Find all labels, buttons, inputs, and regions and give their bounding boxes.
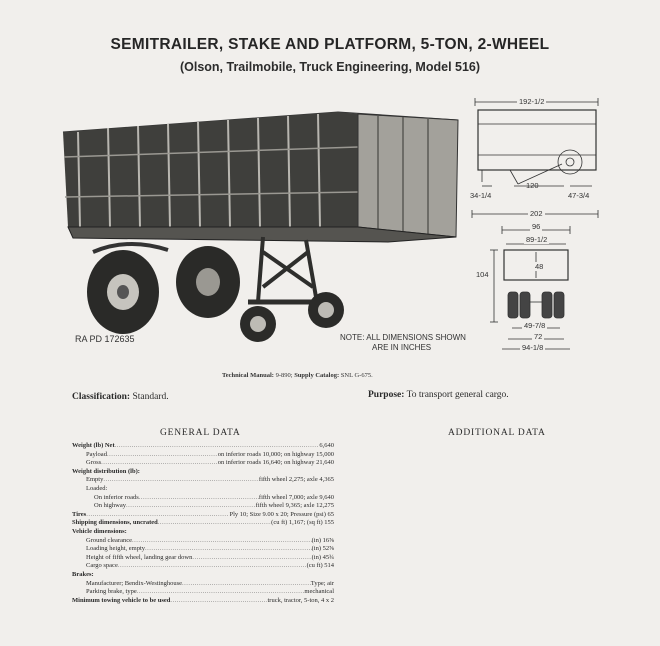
- tm-label: Technical Manual:: [222, 372, 274, 379]
- row-label: Minimum towing vehicle to be used: [72, 596, 171, 604]
- semitrailer-photo: [58, 102, 466, 352]
- row-value: Type; air: [310, 579, 334, 587]
- general-data-table: [72, 442, 334, 605]
- ra-pd-number: RA PD 172635: [75, 334, 135, 344]
- dim-front-overhang: 47-3/4: [568, 191, 590, 200]
- dim-tread-width: 72: [534, 332, 543, 341]
- general-data-row: [72, 451, 334, 460]
- row-label: Shipping dimensions, uncrated: [72, 519, 158, 527]
- general-data-row: [72, 562, 334, 571]
- row-label: Weight (lb) Net: [72, 442, 115, 449]
- dim-side-length: 192-1/2: [519, 97, 545, 106]
- purpose-value: To transport general cargo.: [406, 390, 509, 400]
- row-leader-dots: [139, 494, 259, 503]
- row-label: Height of fifth wheel, landing gear down: [86, 553, 193, 561]
- general-data-row: [72, 476, 334, 485]
- additional-data-heading: ADDITIONAL DATA: [448, 428, 546, 438]
- row-value: fifth wheel 7,000; axle 9,640: [258, 493, 334, 501]
- row-value: mechanical: [304, 588, 334, 596]
- row-value: 6,640: [319, 442, 334, 449]
- row-label: Vehicle dimensions:: [72, 527, 127, 535]
- row-label: Brakes:: [72, 570, 94, 578]
- row-leader-dots: [145, 545, 312, 554]
- row-leader-dots: [192, 554, 311, 563]
- classification-value: Standard.: [132, 392, 169, 402]
- row-value: on inferior roads 16,640; on highway 21,640: [217, 459, 334, 467]
- row-leader-dots: [137, 588, 305, 597]
- tm-value: 9-890;: [275, 372, 293, 379]
- dim-overall-height: 104: [476, 270, 489, 279]
- row-value: truck, tractor, 5-ton, 4 x 2: [267, 596, 334, 604]
- general-data-row: [72, 528, 334, 537]
- sc-label: Supply Catalog:: [294, 372, 340, 379]
- row-label: Weight distribution (lb):: [72, 467, 140, 475]
- classification-label: Classification:: [72, 392, 131, 402]
- general-data-row: [72, 468, 334, 477]
- dim-side-height: 48: [535, 262, 544, 271]
- row-label: Payload: [86, 450, 107, 458]
- row-value: (in) 45¾: [311, 553, 334, 561]
- general-data-row: [72, 459, 334, 468]
- row-leader-dots: [101, 459, 218, 468]
- general-data-row: [72, 442, 334, 451]
- row-value: (cu ft) 1,167; (sq ft) 155: [271, 519, 334, 527]
- general-data-row: [72, 502, 334, 511]
- general-data-heading: GENERAL DATA: [160, 428, 241, 438]
- dimension-note-line1: NOTE: ALL DIMENSIONS SHOWN: [340, 333, 466, 342]
- row-label: Empty: [86, 476, 104, 484]
- row-label: Gross: [86, 459, 102, 467]
- dim-overall-width: 94-1/8: [522, 343, 544, 352]
- dim-axle-to-fifth: 120: [526, 181, 539, 190]
- general-data-row: [72, 545, 334, 554]
- general-data-row: [72, 511, 334, 520]
- row-leader-dots: [118, 562, 307, 571]
- row-leader-dots: [103, 476, 259, 485]
- purpose: [368, 390, 509, 400]
- general-data-row: [72, 580, 334, 589]
- general-data-row: [72, 519, 334, 528]
- general-data-row: [72, 571, 334, 580]
- dim-overall-length: 202: [530, 209, 543, 218]
- row-label: On highway: [94, 502, 126, 510]
- row-value: Ply 10; Size 9.00 x 20; Pressure (psi) 65: [229, 510, 334, 518]
- row-label: Loading height, empty: [86, 545, 146, 553]
- general-data-row: [72, 485, 334, 494]
- row-label: Parking brake, type: [86, 588, 137, 596]
- row-leader-dots: [86, 511, 229, 520]
- row-leader-dots: [158, 519, 271, 528]
- row-value: fifth wheel 9,365; axle 12,275: [255, 502, 334, 510]
- dim-rear-overhang: 34-1/4: [470, 191, 492, 200]
- dim-top-width: 96: [532, 222, 541, 231]
- row-leader-dots: [170, 597, 267, 606]
- row-leader-dots: [126, 502, 256, 511]
- sc-value: SNL G-675.: [340, 372, 373, 379]
- row-label: Manufacturer; Bendix-Westinghouse: [86, 579, 183, 587]
- purpose-label: Purpose:: [368, 390, 405, 400]
- row-value: on inferior roads 10,000; on highway 15,000: [217, 450, 334, 458]
- row-value: (in) 16⅝: [311, 536, 334, 544]
- dim-track: 49-7/8: [524, 321, 546, 330]
- dim-inner-width: 89-1/2: [526, 235, 548, 244]
- row-leader-dots: [132, 537, 312, 546]
- general-data-row: [72, 537, 334, 546]
- row-label: Ground clearance: [86, 536, 133, 544]
- page-title: SEMITRAILER, STAKE AND PLATFORM, 5-TON, 2-WHEEL: [110, 36, 550, 53]
- classification: [72, 392, 169, 402]
- row-label: On inferior roads: [94, 493, 139, 501]
- row-leader-dots: [115, 442, 320, 451]
- row-leader-dots: [107, 451, 218, 460]
- manual-reference: [222, 372, 373, 379]
- row-label: Loaded:: [86, 484, 108, 492]
- row-value: (cu ft) 514: [306, 562, 334, 570]
- row-label: Tires: [72, 510, 87, 518]
- row-leader-dots: [182, 580, 311, 589]
- row-value: (in) 52⅝: [311, 545, 334, 553]
- general-data-row: [72, 588, 334, 597]
- row-label: Cargo space: [86, 562, 118, 570]
- general-data-row: [72, 597, 334, 606]
- row-value: fifth wheel 2,275; axle 4,365: [258, 476, 334, 484]
- general-data-row: [72, 554, 334, 563]
- general-data-row: [72, 494, 334, 503]
- page-subtitle: (Olson, Trailmobile, Truck Engineering, Model 516): [179, 60, 481, 74]
- dimension-note-line2: ARE IN INCHES: [372, 343, 432, 352]
